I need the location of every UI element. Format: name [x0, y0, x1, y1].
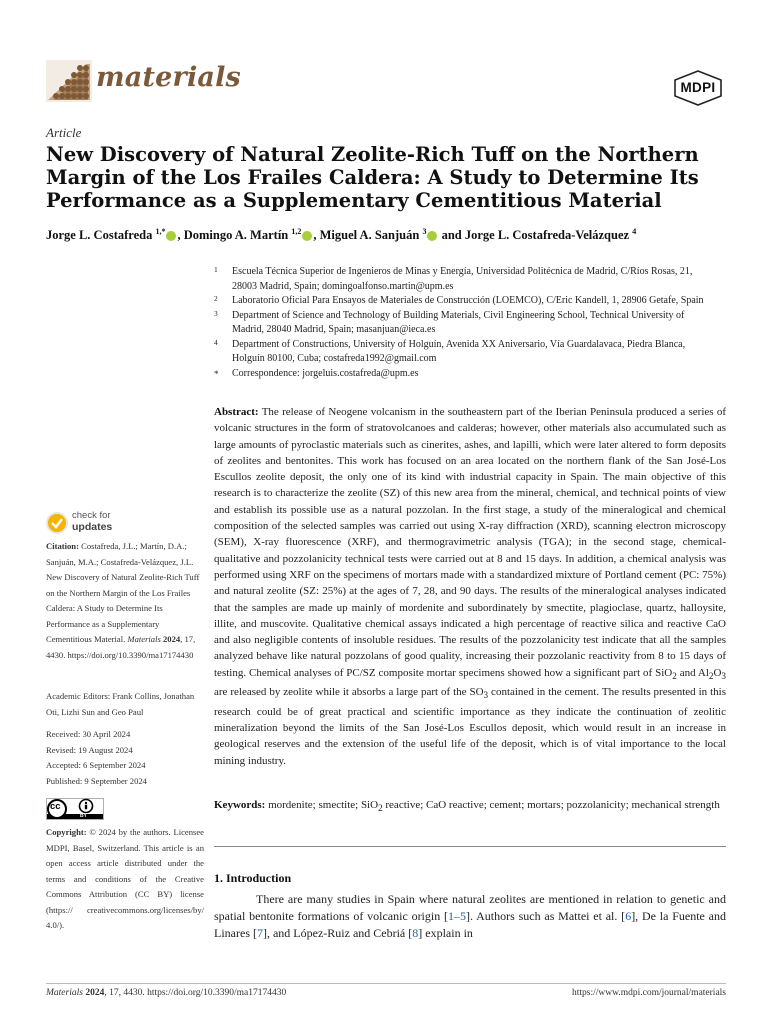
abstract-subscript: 2 — [672, 670, 677, 681]
author-affiliation-marker: 4 — [632, 227, 637, 236]
check-for-updates-badge[interactable] — [46, 510, 166, 536]
citation-journal: Materials — [127, 634, 161, 644]
author-list — [46, 227, 746, 243]
check-updates-icon — [46, 512, 68, 534]
affiliation-number: * — [214, 368, 219, 379]
publisher-name: MDPI — [680, 80, 716, 95]
keywords-subscript: 2 — [378, 803, 383, 814]
by-label: BY — [80, 813, 87, 819]
citation-link[interactable]: 6 — [625, 909, 632, 923]
keywords-label: Keywords: — [214, 799, 266, 811]
abstract-label: Abstract: — [214, 406, 259, 418]
copyright-label: Copyright: — [46, 827, 87, 837]
published-date: Published: 9 September 2024 — [46, 775, 147, 786]
footer-divider — [46, 983, 726, 984]
correspondence-text: Correspondence: jorgeluis.costafreda@upm.es — [232, 367, 419, 379]
author-conjunction: and — [441, 228, 462, 243]
affiliation-text: Escuela Técnica Superior de Ingenieros de Minas y Energía, Universidad Politécnica de Madrid, C/Ríos Rosas, 21, 28003 Madrid, Spain; domingoalfonso.martin@upm.es — [232, 266, 693, 292]
article-type: Article — [46, 125, 82, 140]
accepted-date: Accepted: 6 September 2024 — [46, 760, 146, 770]
citation-link[interactable]: 8 — [412, 926, 419, 940]
citation-block — [46, 539, 204, 663]
author-separator: , — [313, 228, 320, 243]
affiliation-text: Department of Science and Technology of Building Materials, Civil Engineering School, Technical University of Madrid, 28040 Madrid, Spain; masanjuan@ieca.es — [232, 309, 685, 335]
body-text: ]. Authors such as Mattei et al. [ — [466, 909, 626, 923]
citation-year: 2024 — [162, 634, 181, 644]
page-footer — [46, 988, 726, 998]
revised-date: Revised: 19 August 2024 — [46, 744, 133, 755]
affiliation-text: Laboratorio Oficial Para Ensayos de Materiales de Construcción (LOEMCO), C/Eric Kandell, 1, 28906 Getafe, Spain — [232, 295, 704, 306]
citation-text: Costafreda, J.L.; Martín, D.A.; Sanjuán, M.A.; Costafreda-Velázquez, J.L. New Discovery of Natural Zeolite-Rich Tuff on the Northern Margin of the Los Frailes Caldera: A Study to Determine Its Performance as a Supplementary Cementitious Material. — [46, 541, 200, 644]
affiliation-item — [214, 367, 714, 382]
journal-name: materials — [96, 62, 241, 93]
citation-label: Citation: — [46, 541, 79, 551]
publisher-logo[interactable] — [672, 70, 724, 106]
body-text: ], De la Fuente and Linares [ — [214, 909, 726, 940]
abstract-text: and Al — [676, 666, 709, 679]
cc-by-license-badge[interactable] — [46, 798, 104, 820]
abstract-text: are released by zeolite while it absorbs a large part of the SO — [214, 686, 484, 699]
footer-year: 2024 — [85, 988, 105, 998]
affiliation-text: Department of Constructions, University of Holguín, Avenida XX Aniversario, Vía Guardalavaca, Piedra Blanca, Holguín 80100, Cuba; costafreda1992@gmail.com — [232, 338, 686, 364]
publication-dates — [46, 727, 204, 789]
affiliation-number: 3 — [214, 308, 218, 318]
orcid-icon[interactable] — [166, 231, 176, 241]
author-affiliation-marker: 1,* — [155, 227, 166, 236]
academic-editors: Academic Editors: Frank Collins, Jonathan Oti, Lizhi Sun and Geo Paul — [46, 691, 195, 717]
author-affiliation-marker: 1,2 — [291, 227, 302, 236]
keywords-text: reactive; CaO reactive; cement; mortars; pozzolanicity; mechanical strength — [382, 799, 720, 811]
journal-logo[interactable] — [46, 60, 266, 104]
affiliations — [214, 265, 714, 381]
abstract-subscript: 3 — [483, 690, 489, 701]
author-name[interactable]: Domingo A. Martín — [183, 228, 289, 243]
check-updates-text — [72, 511, 112, 533]
affiliation-item — [214, 265, 714, 294]
orcid-icon[interactable] — [302, 231, 312, 241]
abstract-text: O — [713, 666, 722, 679]
abstract-text: contained in the cement. The results presented in this research could be of great practical and scientific importance as they indicate the continuation of zeolitic mineralization beyond the limits of the San José-Los Escullos deposit, which would result in an increase in geological reserves and the extension of the useful life of the deposit, which is of vital importance to the local mining industry. — [214, 686, 726, 767]
copyright-text: © 2024 by the authors. Licensee MDPI, Basel, Switzerland. This article is an open access article distributed under the terms and conditions of the Creative Commons Attribution (CC BY) license (https:// creativecommons.org/licenses/by/ 4.0/). — [46, 827, 204, 930]
section-heading: 1. Introduction — [214, 871, 292, 885]
copyright-notice — [46, 825, 204, 934]
affiliation-number: 2 — [214, 294, 218, 303]
citation-link[interactable]: 7 — [256, 926, 263, 940]
keywords — [214, 797, 726, 816]
abstract-subscript: 3 — [721, 670, 726, 681]
affiliation-number: 4 — [214, 337, 218, 347]
keywords-text: mordenite; smectite; SiO — [268, 799, 379, 811]
check-updates-line2: updates — [72, 520, 113, 533]
affiliation-item — [214, 294, 714, 309]
footer-journal-url[interactable]: https://www.mdpi.com/journal/materials — [572, 988, 726, 998]
orcid-icon[interactable] — [427, 231, 437, 241]
author-separator: , — [177, 228, 184, 243]
affiliation-item — [214, 338, 714, 367]
abstract-subscript: 2 — [708, 670, 714, 681]
author-affiliation-marker: 3 — [422, 227, 427, 236]
author-name[interactable]: Jorge L. Costafreda-Velázquez — [464, 228, 630, 243]
cc-label: cc — [50, 801, 61, 812]
footer-doi[interactable]: , 17, 4430. https://doi.org/10.3390/ma17174430 — [104, 988, 287, 998]
affiliation-number: 1 — [214, 265, 218, 274]
body-text: ], and López-Ruiz and Cebriá [ — [262, 926, 413, 940]
citation-link[interactable]: 1–5 — [448, 909, 467, 923]
abstract — [214, 404, 726, 769]
author-name[interactable]: Miguel A. Sanjuán — [319, 228, 420, 243]
author-name[interactable]: Jorge L. Costafreda — [46, 228, 153, 243]
abstract-text: The release of Neogene volcanism in the southeastern part of the Iberian Peninsula produced a series of volcanic structures in the form of stratovolcanoes and calderas; however, other materials also accumulated such as large amounts of pyroclastic materials such as cinerites, ashes, and lapilli, which were later altered to form deposits of zeolites and bentonites. This work has focused on an area located on the northern flank of the San José-Los Escullos zeolite deposit, the only one of its kind with industrial capacity in Spain. The main objective of this research is to characterize the zeolite (SZ) of this new area from the mineral, chemical, and technical points of view and establish its possible use as a natural pozzolan. In the first stage, a study of the mineralogical and chemical composition of the selected samples was carried out using X-ray diffraction (XRD), scanning electron microscopy (SEM), X-ray fluorescence (XRF), and thermogravimetric analysis (TGA); in the second stage, chemical-qualitative and pozzolanicity technical tests were carried out at 8 and 15 days. In addition, a chemical analysis was performed using XRF on the specimens of mortars made with a standardized mixture of Portland cement (PC: 75%) and natural zeolite (SZ: 25%) at the ages of 7, 28, and 90 days. The results of the mineralogical analyses indicated that the samples are made up mainly of mordenite and subordinately by smectite, plagioclase, quartz, halloysite, illite, and muscovite. Qualitative chemical assays indicated a high percentage of reactive silica and reactive CaO and also negligible contents of insoluble residues. The results of the pozzolanicity test indicate that all the samples analyzed behave like natural pozzolans of good quality, increasing their pozzolanic reactivity from 8 to 15 days of testing. Chemical analyses of PC/SZ composite mortar specimens showed how a significant part of SiO — [214, 406, 726, 679]
check-updates-line1: check for — [72, 510, 111, 521]
body-text: ] explain in — [418, 926, 473, 940]
affiliation-item — [214, 309, 714, 338]
citation-doi[interactable]: , 17, 4430. https://doi.org/10.3390/ma17174430 — [46, 634, 196, 660]
received-date: Received: 30 April 2024 — [46, 729, 131, 739]
section-divider — [214, 846, 726, 847]
introduction-text — [214, 891, 726, 942]
materials-logo-icon — [46, 60, 92, 102]
page-title: New Discovery of Natural Zeolite-Rich Tuff on the Northern Margin of the Los Frailes Caldera: A Study to Determine Its Performance as a Supplementary Cementitious Material — [46, 143, 699, 212]
body-text: There are many studies in Spain where natural zeolites are mentioned in relation to genetic and spatial bentonite formations of volcanic origin [ — [214, 892, 726, 923]
footer-journal: Materials — [46, 988, 83, 998]
